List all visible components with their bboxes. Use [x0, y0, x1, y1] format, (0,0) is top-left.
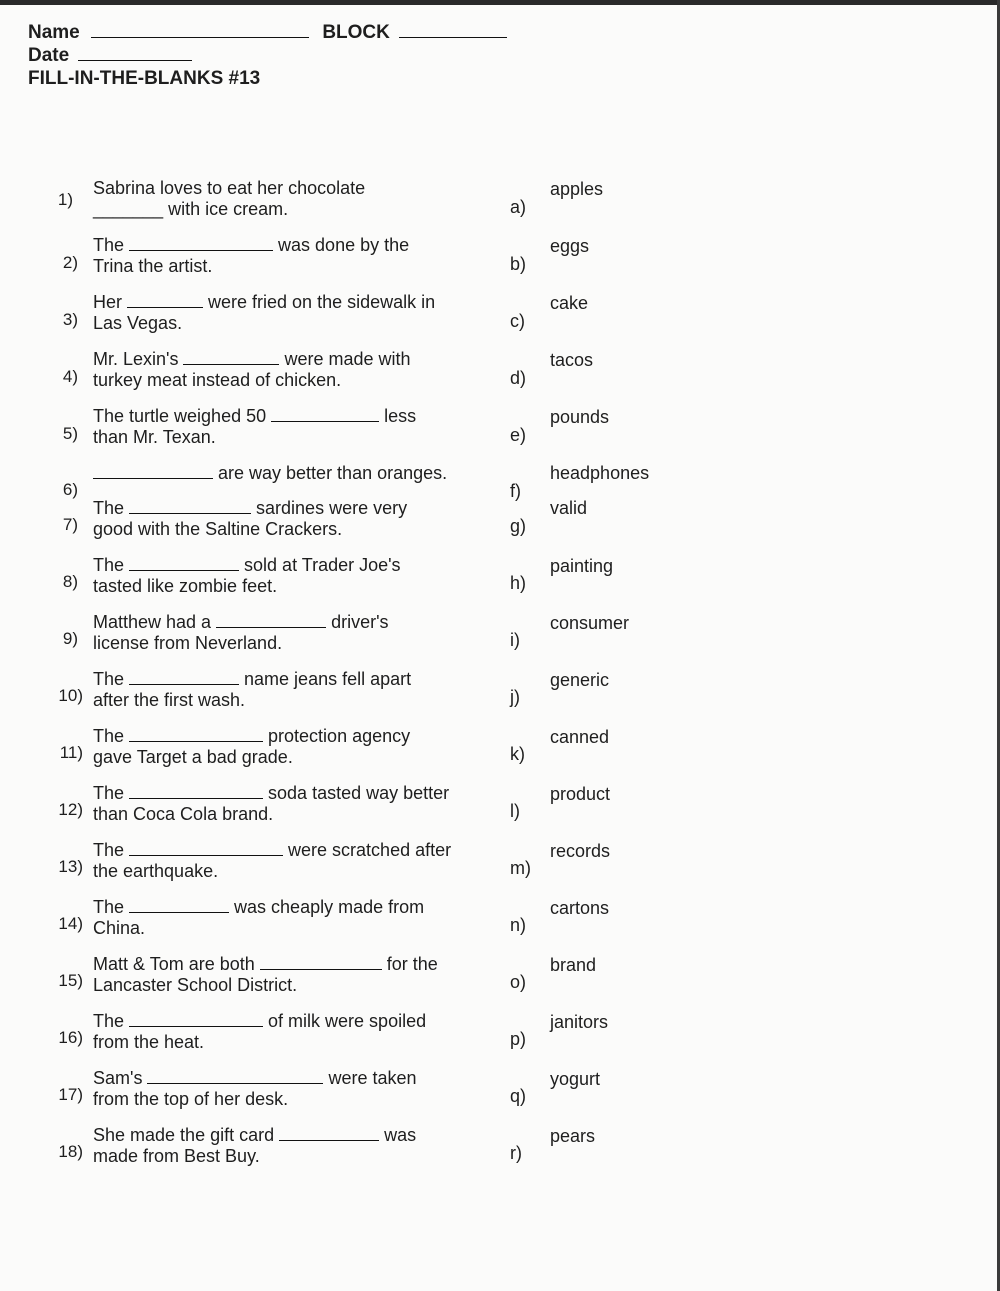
question-text	[93, 1125, 416, 1167]
option-word: pounds	[550, 407, 610, 427]
option-letter: i)	[510, 630, 520, 650]
option-word: brand	[550, 955, 597, 975]
date-line	[28, 45, 192, 67]
question-line-2: from the heat.	[93, 1032, 205, 1052]
option-word: tacos	[550, 350, 594, 370]
question-number: 5)	[62, 424, 78, 443]
option-word: painting	[550, 556, 614, 576]
block-blank[interactable]	[399, 37, 507, 38]
option-letter: k)	[510, 744, 525, 764]
question-number: 8)	[62, 572, 78, 591]
name-line	[28, 22, 507, 44]
answer-blank[interactable]: _______	[93, 199, 164, 219]
option-word: generic	[550, 670, 610, 690]
question-number: 9)	[62, 629, 78, 648]
answer-blank[interactable]	[260, 969, 382, 970]
answer-blank[interactable]	[129, 855, 283, 856]
question-number: 18)	[58, 1142, 83, 1161]
answer-blank[interactable]	[129, 513, 251, 514]
option-letter: g)	[510, 516, 527, 536]
answer-blank[interactable]	[129, 250, 273, 251]
question-line-1: She made the gift card was	[93, 1125, 417, 1145]
option-letter: d)	[510, 368, 527, 388]
question-number: 17)	[58, 1085, 83, 1104]
question-text	[93, 726, 410, 768]
question-line-2: from the top of her desk.	[93, 1089, 289, 1109]
answer-blank[interactable]	[129, 1026, 263, 1027]
question-line-1: Sabrina loves to eat her chocolate	[93, 178, 366, 198]
option-letter: j)	[510, 687, 520, 707]
option-letter: q)	[510, 1086, 527, 1106]
option-letter: m)	[510, 858, 531, 878]
answer-blank[interactable]	[129, 570, 239, 571]
question-line-2: _______ with ice cream.	[93, 199, 289, 219]
question-number: 13)	[58, 857, 83, 876]
question-number: 15)	[58, 971, 83, 990]
answer-blank[interactable]	[129, 684, 239, 685]
question-number: 7)	[62, 515, 78, 534]
option-word: apples	[550, 179, 604, 199]
answer-blank[interactable]	[129, 741, 263, 742]
question-text	[93, 669, 411, 711]
question-line-1: Her were fried on the sidewalk in	[93, 292, 436, 312]
question-line-1: The of milk were spoiled	[93, 1011, 427, 1031]
option-word: eggs	[550, 236, 590, 256]
question-number: 10)	[58, 686, 83, 705]
question-line-2: Las Vegas.	[93, 313, 183, 333]
question-number: 2)	[62, 253, 78, 272]
question-text	[93, 235, 409, 277]
answer-blank[interactable]	[279, 1140, 379, 1141]
question-line-1: The was cheaply made from	[93, 897, 425, 917]
question-text	[93, 555, 401, 597]
question-line-1: Matt & Tom are both for the	[93, 954, 438, 974]
question-number: 6)	[62, 480, 78, 499]
option-word: cake	[550, 293, 589, 313]
question-text	[93, 498, 407, 540]
question-text	[93, 349, 411, 391]
option-letter: h)	[510, 573, 527, 593]
option-word: cartons	[550, 898, 610, 918]
question-line-1: The sold at Trader Joe's	[93, 555, 401, 575]
question-line-1: Sam's were taken	[93, 1068, 417, 1088]
question-line-1: The was done by the	[93, 235, 410, 255]
answer-blank[interactable]	[93, 478, 213, 479]
option-word: valid	[550, 498, 588, 518]
question-text	[93, 897, 424, 939]
question-line-2: Trina the artist.	[93, 256, 213, 276]
option-letter: b)	[510, 254, 527, 274]
option-word: consumer	[550, 613, 630, 633]
option-letter: f)	[510, 481, 521, 501]
date-label: Date	[28, 45, 70, 66]
question-text	[93, 612, 389, 654]
name-blank[interactable]	[91, 37, 309, 38]
question-text	[93, 178, 365, 220]
question-number: 14)	[58, 914, 83, 933]
question-number: 16)	[58, 1028, 83, 1047]
question-line-2: tasted like zombie feet.	[93, 576, 278, 596]
question-number: 1)	[57, 190, 73, 209]
option-word: yogurt	[550, 1069, 601, 1089]
question-line-1: The name jeans fell apart	[93, 669, 412, 689]
question-line-1: The protection agency	[93, 726, 411, 746]
question-text	[93, 1068, 417, 1110]
question-text	[93, 840, 451, 882]
question-line-2: the earthquake.	[93, 861, 219, 881]
question-line-2: than Mr. Texan.	[93, 427, 216, 447]
question-number: 11)	[59, 743, 83, 762]
option-word: pears	[550, 1126, 596, 1146]
option-letter: e)	[510, 425, 527, 445]
question-line-2: turkey meat instead of chicken.	[93, 370, 342, 390]
date-blank[interactable]	[78, 60, 192, 61]
question-line-2: license from Neverland.	[93, 633, 283, 653]
question-line-1: The turtle weighed 50 less	[93, 406, 417, 426]
question-number: 12)	[58, 800, 83, 819]
question-text	[93, 406, 416, 448]
name-label: Name	[28, 22, 80, 43]
question-line-1: are way better than oranges.	[93, 463, 447, 484]
option-word: records	[550, 841, 611, 861]
answer-blank[interactable]	[147, 1083, 323, 1084]
option-word: product	[550, 784, 611, 804]
question-line-2: after the first wash.	[93, 690, 246, 710]
answer-blank[interactable]	[216, 627, 326, 628]
block-label: BLOCK	[322, 22, 390, 43]
option-letter: r)	[510, 1143, 522, 1163]
question-number: 4)	[62, 367, 78, 386]
option-letter: p)	[510, 1029, 527, 1049]
option-word: headphones	[550, 463, 650, 483]
answer-blank[interactable]	[127, 307, 203, 308]
question-text	[93, 1011, 426, 1053]
answer-blank[interactable]	[129, 798, 263, 799]
question-line-1: The were scratched after	[93, 840, 452, 860]
option-word: janitors	[550, 1012, 609, 1032]
question-line-1: Matthew had a driver's	[93, 612, 389, 632]
scan-top-edge	[0, 0, 1000, 5]
question-line-1: The sardines were very	[93, 498, 408, 518]
option-letter: n)	[510, 915, 527, 935]
question-text	[93, 783, 449, 825]
question-line-2: Lancaster School District.	[93, 975, 298, 995]
option-letter: o)	[510, 972, 527, 992]
answer-blank[interactable]	[129, 912, 229, 913]
option-letter: c)	[510, 311, 525, 331]
answer-blank[interactable]	[271, 421, 379, 422]
question-text	[93, 292, 435, 334]
question-line-1: Mr. Lexin's were made with	[93, 349, 411, 369]
question-line-2: China.	[93, 918, 146, 938]
question-text	[93, 954, 438, 996]
question-line-1: The soda tasted way better	[93, 783, 450, 803]
question-text	[93, 463, 447, 484]
option-letter: a)	[510, 197, 527, 217]
answer-blank[interactable]	[183, 364, 279, 365]
question-line-2: than Coca Cola brand.	[93, 804, 274, 824]
question-line-2: made from Best Buy.	[93, 1146, 260, 1166]
question-line-2: good with the Saltine Crackers.	[93, 519, 343, 539]
question-line-2: gave Target a bad grade.	[93, 747, 293, 767]
question-number: 3)	[62, 310, 78, 329]
option-letter: l)	[510, 801, 520, 821]
option-word: canned	[550, 727, 610, 747]
page-title: FILL-IN-THE-BLANKS #13	[28, 68, 261, 89]
